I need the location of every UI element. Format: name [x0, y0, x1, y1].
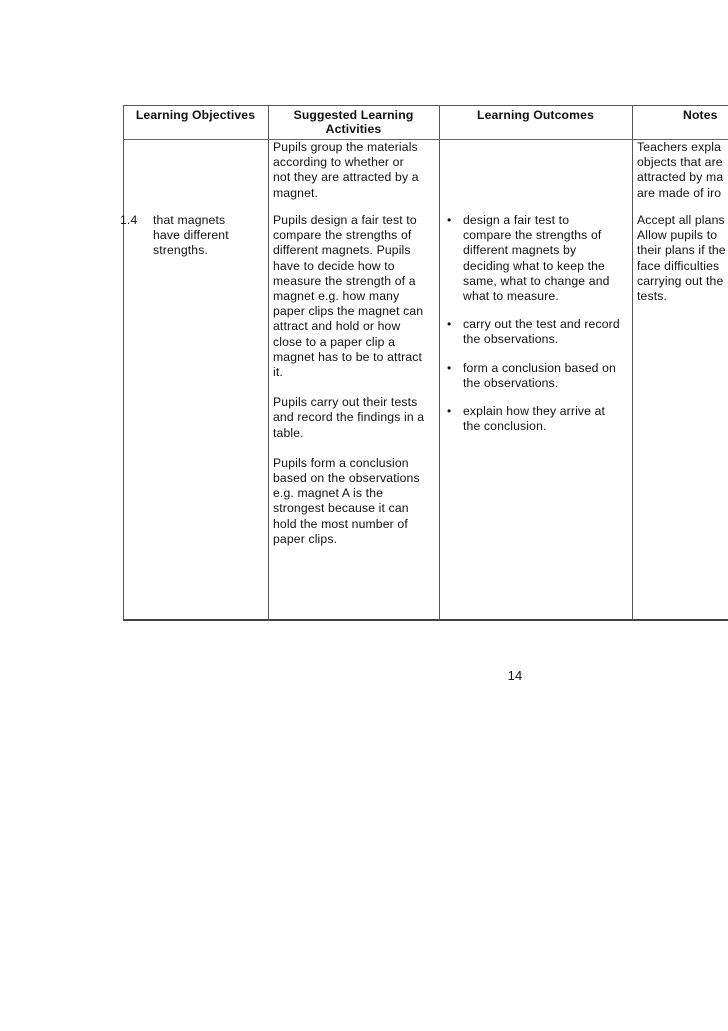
- text-line: not they are attracted by a: [273, 170, 419, 185]
- header-learning-objectives: Learning Objectives: [135, 108, 256, 122]
- text-line: magnet.: [273, 185, 319, 200]
- text-line: hold the most number of: [273, 516, 408, 531]
- outcome-item: [447, 317, 629, 347]
- bullet-icon: •: [447, 404, 452, 419]
- text-line: are made of iro: [637, 185, 722, 200]
- outcome-item: [447, 404, 629, 434]
- text-line: different magnets by: [463, 243, 577, 258]
- text-line: Pupils group the materials: [273, 140, 418, 154]
- text-line: face difficulties: [637, 258, 720, 273]
- text-line: Allow pupils to: [637, 228, 718, 243]
- outcome-item: [447, 213, 629, 304]
- text-line: tests.: [637, 289, 668, 304]
- text-line: attract and hold or how: [273, 319, 401, 334]
- text-line: Pupils carry out their tests: [273, 395, 418, 410]
- text-line: explain how they arrive at: [463, 404, 606, 419]
- text-line: paper clips the magnet can: [273, 304, 424, 319]
- column-divider: [268, 105, 269, 621]
- text-line: strongest because it can: [273, 501, 409, 516]
- text-line: compare the strengths of: [273, 228, 412, 243]
- text-line: compare the strengths of: [463, 228, 602, 243]
- text-line: strengths.: [153, 243, 209, 258]
- text-line: magnet has to be to attract: [273, 349, 423, 364]
- text-line: according to whether or: [273, 155, 404, 170]
- outcome-item: [447, 361, 629, 391]
- text-line: the observations.: [463, 375, 559, 390]
- header-suggested-activities: [268, 108, 439, 136]
- row1-notes: [637, 140, 728, 201]
- text-line: and record the findings in a: [273, 410, 425, 425]
- text-line: different magnets. Pupils: [273, 243, 411, 258]
- text-line: carrying out the: [637, 273, 724, 288]
- activity-paragraph: [273, 213, 438, 380]
- bullet-icon: •: [447, 213, 452, 227]
- row1-activities: [273, 140, 438, 201]
- header-notes: Notes: [683, 108, 718, 122]
- text-line: have to decide how to: [273, 258, 395, 273]
- column-divider: [632, 105, 633, 621]
- text-line: e.g. magnet A is the: [273, 486, 384, 501]
- text-line: paper clips.: [273, 531, 338, 546]
- header-activities-line2: Activities: [325, 122, 382, 136]
- column-divider: [439, 105, 440, 621]
- text-line: have different: [153, 228, 229, 243]
- row2-outcomes: [447, 213, 629, 447]
- text-line: Pupils form a conclusion: [273, 455, 409, 470]
- text-line: attracted by ma: [637, 170, 724, 185]
- text-line: Pupils design a fair test to: [273, 213, 417, 227]
- text-line: design a fair test to: [463, 213, 570, 227]
- text-line: table.: [273, 425, 304, 440]
- text-line: the observations.: [463, 332, 559, 347]
- text-line: same, what to change and: [463, 273, 610, 288]
- text-line: the conclusion.: [463, 419, 547, 434]
- activity-paragraph: [273, 456, 438, 547]
- text-line: measure the strength of a: [273, 273, 416, 288]
- text-line: Accept all plans: [637, 213, 725, 227]
- header-learning-outcomes: Learning Outcomes: [477, 108, 594, 122]
- bullet-icon: •: [447, 360, 452, 375]
- row2-activities: [273, 213, 438, 562]
- page-number: 14: [507, 668, 523, 683]
- activity-paragraph: [273, 395, 438, 441]
- text-line: what to measure.: [463, 289, 559, 304]
- text-line: it.: [273, 365, 283, 380]
- text-line: deciding what to keep the: [463, 258, 605, 273]
- bullet-icon: •: [447, 317, 452, 332]
- text-line: that magnets: [153, 213, 226, 227]
- text-line: based on the observations: [273, 471, 420, 486]
- header-activities-line1: Suggested Learning: [293, 108, 414, 122]
- text-line: close to a paper clip a: [273, 334, 396, 349]
- text-line: carry out the test and record: [463, 317, 620, 332]
- row2-notes: [637, 213, 728, 304]
- text-line: their plans if the: [637, 243, 726, 258]
- text-line: objects that are: [637, 155, 723, 170]
- row2-objective: [120, 213, 260, 259]
- objective-number: 1.4: [120, 213, 138, 227]
- text-line: Teachers expla: [637, 140, 722, 154]
- text-line: magnet e.g. how many: [273, 289, 400, 304]
- text-line: form a conclusion based on: [463, 360, 616, 375]
